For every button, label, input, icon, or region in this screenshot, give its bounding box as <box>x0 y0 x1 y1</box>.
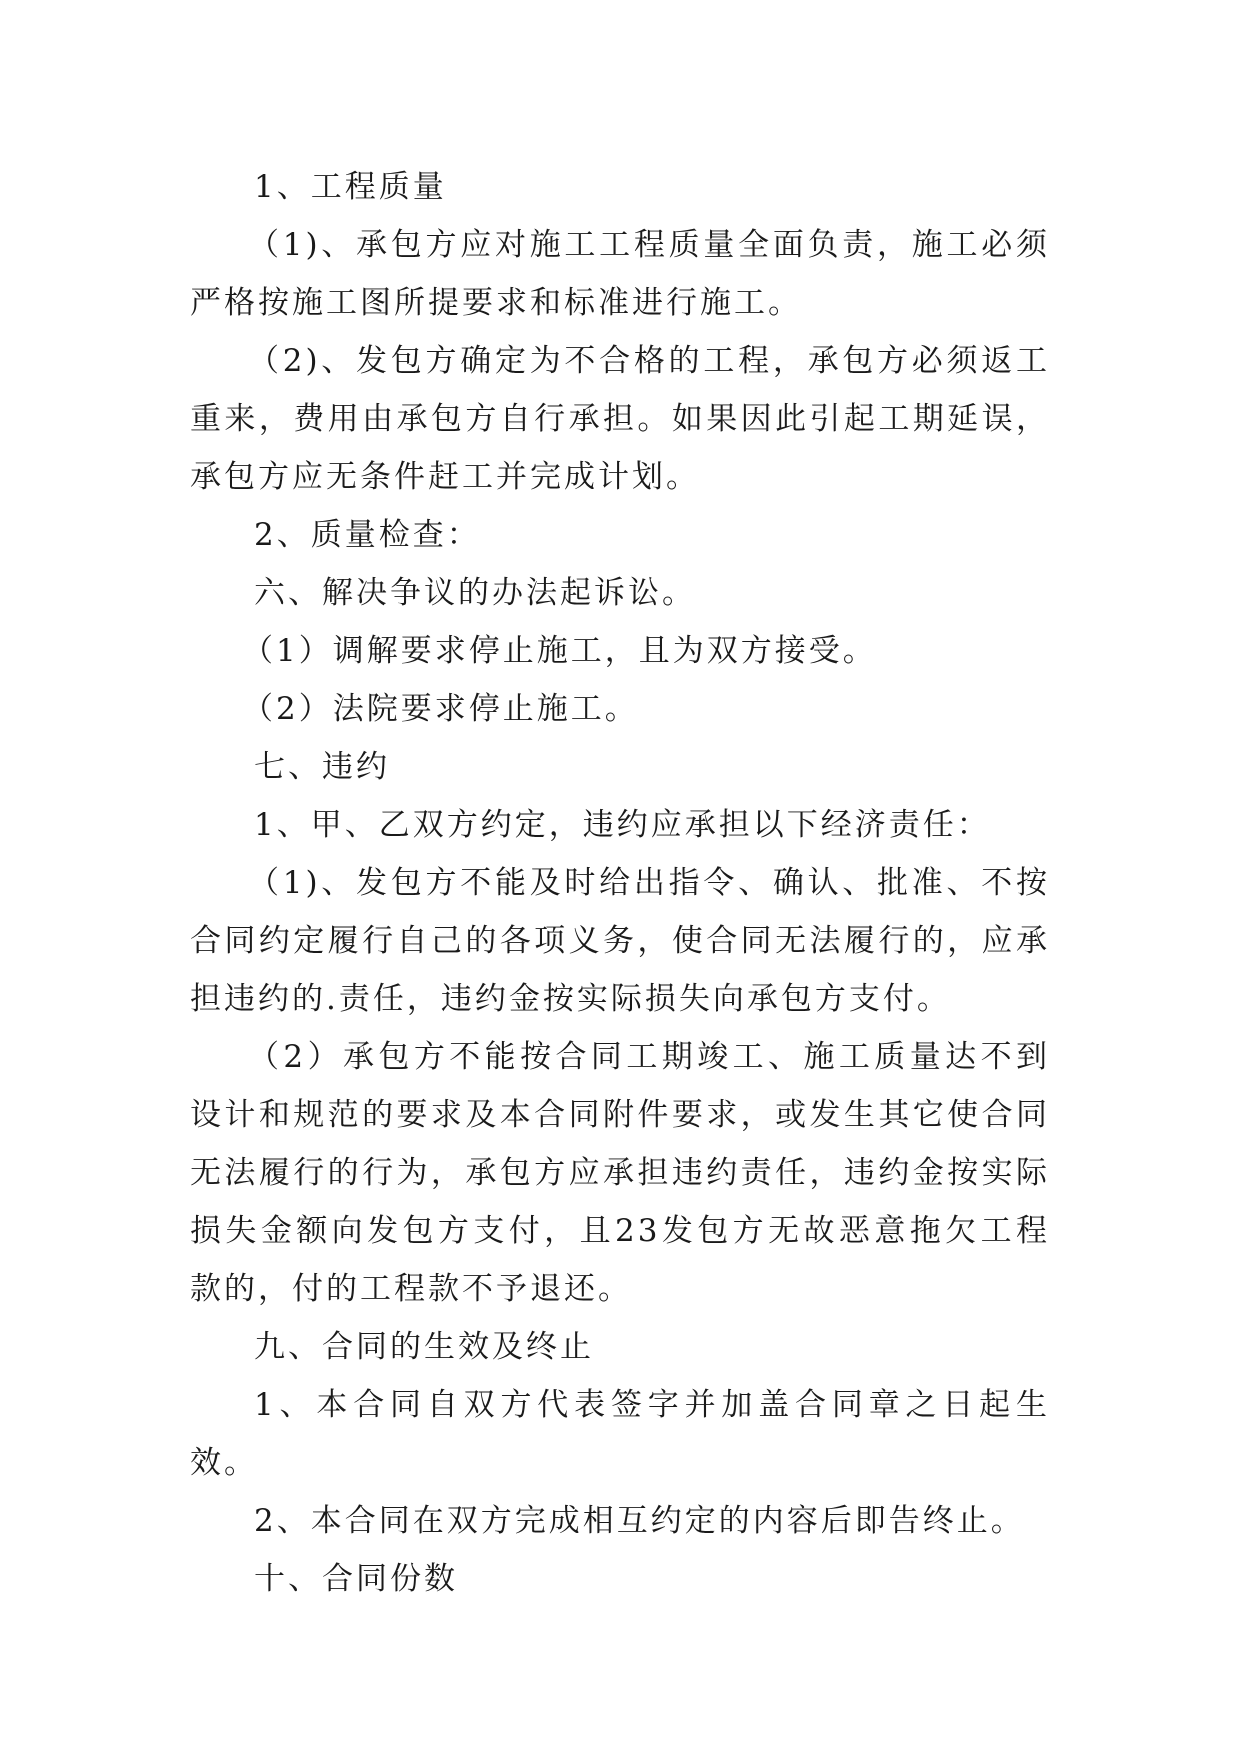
paragraph-breach-item-2: （2）承包方不能按合同工期竣工、施工质量达不到设计和规范的要求及本合同附件要求，或发生其它使合同无法履行的行为，承包方应承担违约责任，违约金按实际损失金额向发包方支付，且23发包方无故恶意拖欠工程款的，付的工程款不予退还。 <box>190 1039 1050 1307</box>
document-body <box>190 158 1050 1608</box>
paragraph-dispute-heading: 六、解决争议的办法起诉讼。 <box>254 575 696 611</box>
paragraph-quality-heading: 1、工程质量 <box>254 169 447 205</box>
paragraph-effect-heading: 九、合同的生效及终止 <box>254 1329 594 1365</box>
paragraph-dispute-item-2: （2）法院要求停止施工。 <box>242 691 639 727</box>
paragraph-breach-clause-1: 1、甲、乙双方约定，违约应承担以下经济责任： <box>254 807 991 843</box>
paragraph-effect-clause-1: 1、本合同自双方代表签字并加盖合同章之日起生效。 <box>190 1387 1050 1481</box>
paragraph-effect-clause-2: 2、本合同在双方完成相互约定的内容后即告终止。 <box>254 1503 1025 1539</box>
paragraph-quality-check: 2、质量检查： <box>254 517 481 553</box>
paragraph-breach-item-1: （1)、发包方不能及时给出指令、确认、批准、不按合同约定履行自己的各项义务，使合同无法履行的，应承担违约的.责任，违约金按实际损失向承包方支付。 <box>190 865 1050 1017</box>
paragraph-copies-heading: 十、合同份数 <box>254 1561 458 1597</box>
paragraph-breach-heading: 七、违约 <box>254 749 390 785</box>
paragraph-quality-item-2: （2)、发包方确定为不合格的工程，承包方必须返工重来，费用由承包方自行承担。如果因此引起工期延误，承包方应无条件赶工并完成计划。 <box>190 343 1050 495</box>
paragraph-dispute-item-1: （1）调解要求停止施工，且为双方接受。 <box>242 633 877 669</box>
paragraph-quality-item-1: （1)、承包方应对施工工程质量全面负责，施工必须严格按施工图所提要求和标准进行施工。 <box>190 227 1050 321</box>
